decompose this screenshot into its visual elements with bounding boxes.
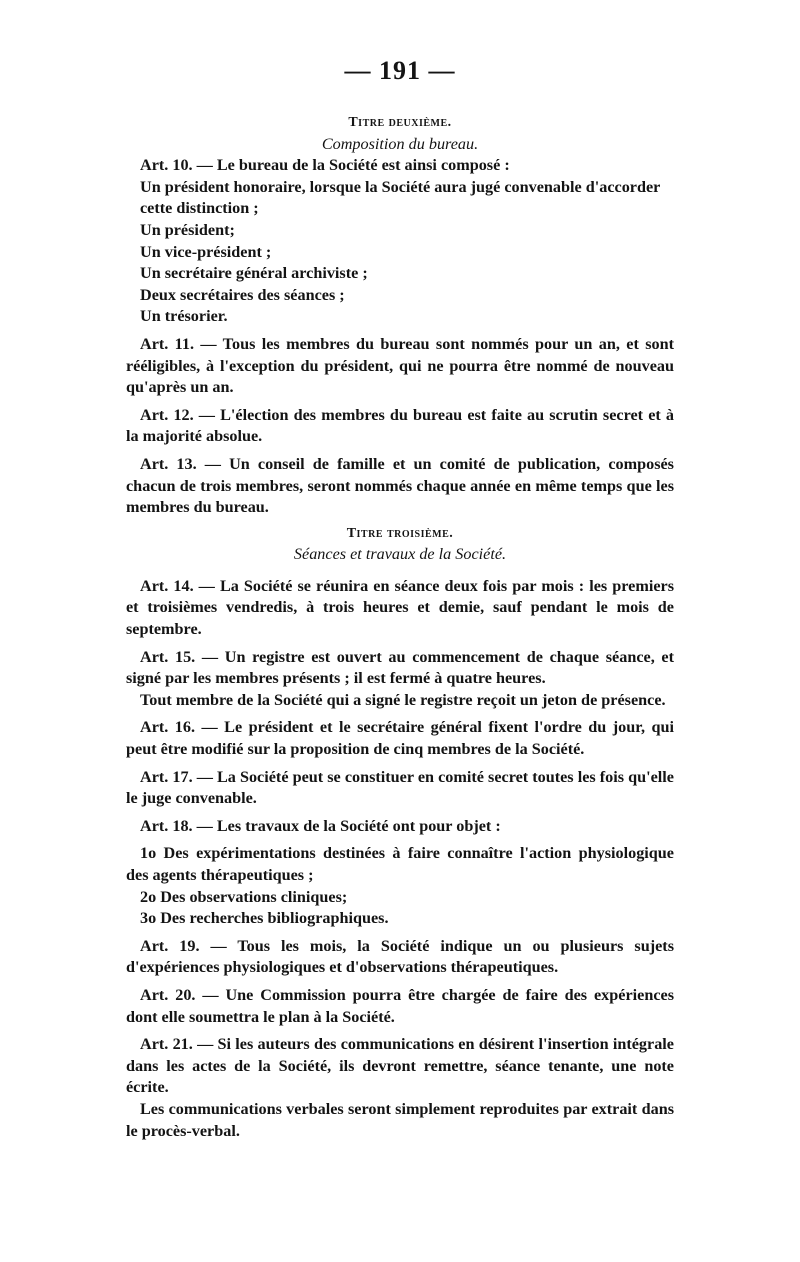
page-body <box>126 112 674 1148</box>
list-item: Un trésorier. <box>140 307 228 326</box>
article-15-continued: Tout membre de la Société qui a signé le registre reçoit un jeton de présence. <box>140 690 666 709</box>
list-item: Un président honoraire, lorsque la Société aura jugé convenable d'accorder cette distinction ; <box>140 177 661 218</box>
article-16: Art. 16. — Le président et le secrétaire général fixent l'ordre du jour, qui peut être modifié sur la proposition de cinq membres de la Société. <box>126 718 674 759</box>
section-title-3: Titre troisième. <box>346 525 454 541</box>
article-18: Art. 18. — Les travaux de la Société ont pour objet : <box>140 816 501 835</box>
list-item: 3o Des recherches bibliographiques. <box>140 909 389 928</box>
list-item: Un secrétaire général archiviste ; <box>140 264 368 283</box>
list-item: Un vice-président ; <box>140 242 272 261</box>
section-subtitle-3: Séances et travaux de la Société. <box>293 545 507 564</box>
article-19: Art. 19. — Tous les mois, la Société indique un ou plusieurs sujets d'expériences physiologiques et d'observations thérapeutiques. <box>126 936 674 977</box>
article-21-continued: Les communications verbales seront simplement reproduites par extrait dans le procès-verbal. <box>126 1099 674 1140</box>
article-15: Art. 15. — Un registre est ouvert au commencement de chaque séance, et signé par les membres présents ; il est fermé à quatre heures. <box>126 647 674 688</box>
list-item: Un président; <box>140 220 235 239</box>
article-13: Art. 13. — Un conseil de famille et un comité de publication, composés chacun de trois membres, seront nommés chaque année en même temps que les membres du bureau. <box>126 454 674 517</box>
section-subtitle-2: Composition du bureau. <box>321 134 479 153</box>
article-21: Art. 21. — Si les auteurs des communications en désirent l'insertion intégrale dans les actes de la Société, ils devront remettre, séance tenante, une note écrite. <box>126 1035 674 1097</box>
article-11: Art. 11. — Tous les membres du bureau sont nommés pour un an, et sont rééligibles, à l'exception du président, qui ne pourra être nommé de nouveau qu'après un an. <box>126 334 674 397</box>
list-item: 2o Des observations cliniques; <box>140 887 348 906</box>
article-20: Art. 20. — Une Commission pourra être chargée de faire des expériences dont elle soumettra le plan à la Société. <box>126 985 674 1026</box>
article-17: Art. 17. — La Société peut se constituer en comité secret toutes les fois qu'elle le juge convenable. <box>126 767 674 808</box>
list-item: Deux secrétaires des séances ; <box>140 285 345 304</box>
article-10: Art. 10. — Le bureau de la Société est ainsi composé : <box>140 156 510 175</box>
article-12: Art. 12. — L'élection des membres du bureau est faite au scrutin secret et à la majorité absolue. <box>126 405 674 446</box>
section-title-2: Titre deuxième. <box>348 115 452 130</box>
page-number: — 191 — <box>344 56 456 85</box>
article-14: Art. 14. — La Société se réunira en séance deux fois par mois : les premiers et troisièmes vendredis, à trois heures et demie, sauf pendant le mois de septembre. <box>126 576 674 639</box>
list-item: 1o Des expérimentations destinées à faire connaître l'action physiologique des agents thérapeutiques ; <box>126 844 674 884</box>
